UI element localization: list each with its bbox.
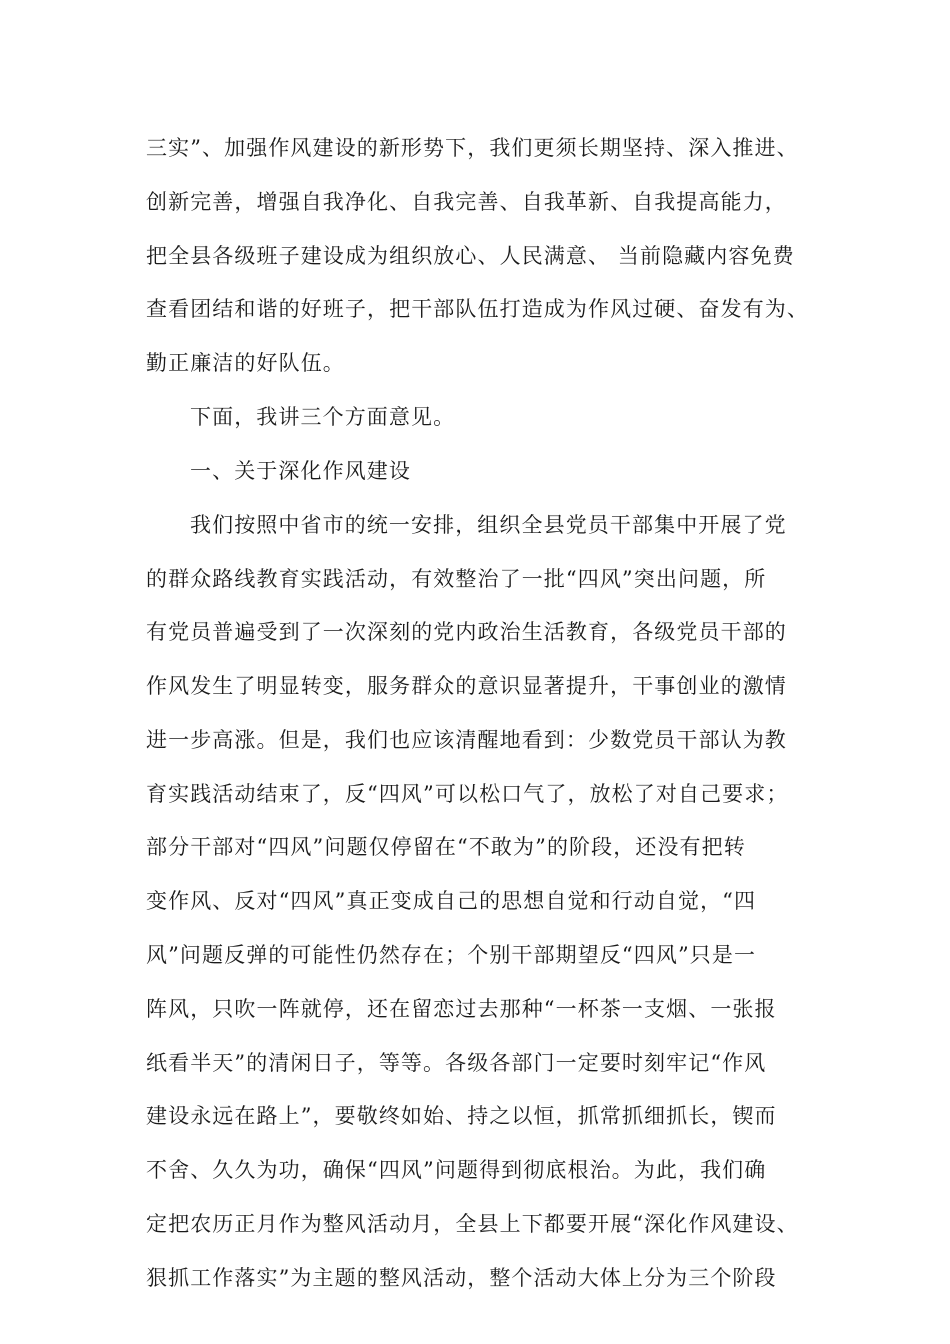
body-text-line: 作风发生了明显转变，服务群众的意识显著提升，干事创业的激情	[146, 674, 787, 698]
body-text-line: 勤正廉洁的好队伍。	[146, 351, 345, 375]
section-heading: 一、关于深化作风建设	[190, 459, 411, 483]
body-text-line: 的群众路线教育实践活动，有效整治了一批“四风”突出问题，所	[146, 567, 767, 591]
body-text-line: 阵风，只吹一阵就停，还在留恋过去那种“一杯茶一支烟、一张报	[146, 997, 777, 1021]
body-text-line: 不舍、久久为功，确保“四风”问题得到彻底根治。为此，我们确	[146, 1158, 767, 1182]
body-text-line: 部分干部对“四风”问题仅停留在“不敢为”的阶段，还没有把转	[146, 835, 746, 859]
body-text-line: 把全县各级班子建设成为组织放心、人民满意、 当前隐藏内容免费	[146, 244, 795, 268]
body-text-line: 创新完善，增强自我净化、自我完善、自我革新、自我提高能力，	[146, 190, 787, 214]
body-text-line: 查看团结和谐的好班子，把干部队伍打造成为作风过硬、奋发有为、	[146, 297, 809, 321]
body-text-line: 育实践活动结束了，反“四风”可以松口气了，放松了对自己要求；	[146, 782, 789, 806]
body-text-line: 定把农历正月作为整风活动月，全县上下都要开展“深化作风建设、	[146, 1212, 799, 1236]
body-text-line: 有党员普遍受到了一次深刻的党内政治生活教育，各级党员干部的	[146, 620, 787, 644]
body-text-line: 纸看半天”的清闲日子，等等。各级各部门一定要时刻牢记“作风	[146, 1051, 767, 1075]
body-text-line: 我们按照中省市的统一安排，组织全县党员干部集中开展了党	[190, 513, 787, 537]
body-text-line: 建设永远在路上”，要敬终如始、持之以恒，抓常抓细抓长，锲而	[146, 1104, 777, 1128]
body-text-line: 三实”、加强作风建设的新形势下，我们更须长期坚持、深入推进、	[146, 136, 799, 160]
intro-paragraph: 下面，我讲三个方面意见。	[190, 405, 456, 429]
body-text-line: 狠抓工作落实”为主题的整风活动，整个活动大体上分为三个阶段	[146, 1266, 777, 1290]
body-text-line: 变作风、反对“四风”真正变成自己的思想自觉和行动自觉，“四	[146, 889, 757, 913]
body-text-line: 进一步高涨。但是，我们也应该清醒地看到：少数党员干部认为教	[146, 728, 787, 752]
body-text-line: 风”问题反弹的可能性仍然存在；个别干部期望反“四风”只是一	[146, 943, 757, 967]
